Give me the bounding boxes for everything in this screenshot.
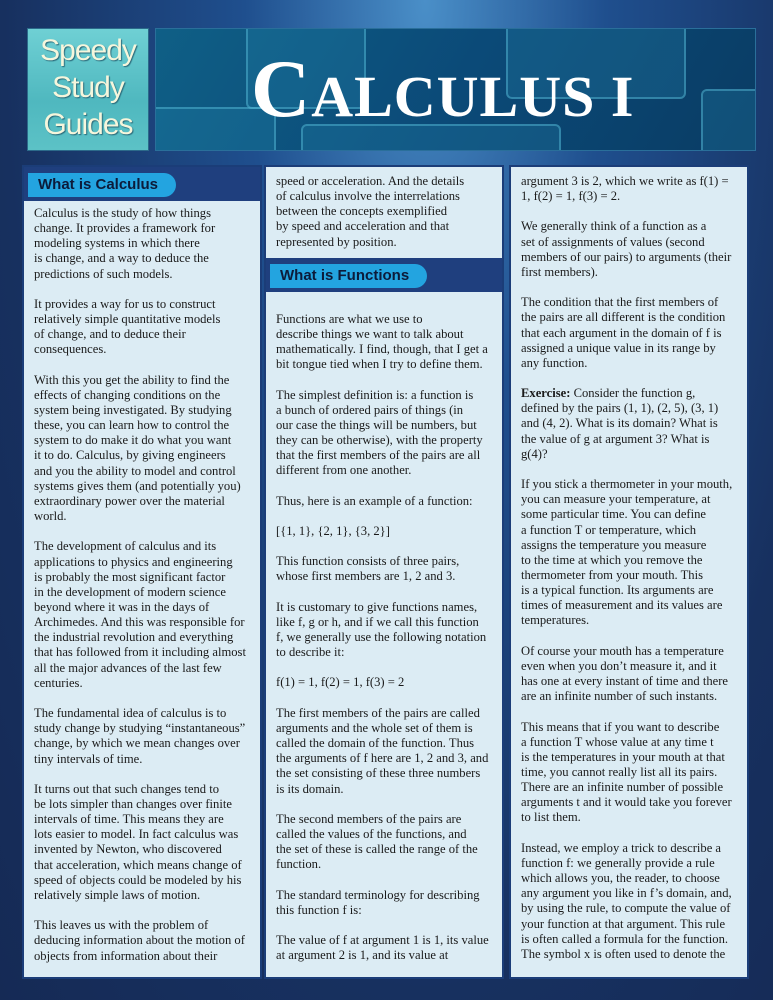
logo-line: Study bbox=[52, 71, 124, 104]
paragraph: With this you get the ability to find the effects of changing conditions on the system being investigated. By studying these, you can learn how to control the system to do make it do what you want it to do. Calculus, by giving engineers and you the ability to model and control systems gives them (and potentially you) extraordinary power over the material world. bbox=[34, 372, 241, 524]
paragraph: Calculus is the study of how things change. It provides a framework for modeling systems in which there is change, and a way to deduce the predictions of such models. bbox=[34, 206, 216, 281]
exercise-paragraph bbox=[521, 386, 737, 462]
paragraph: This means that if you want to describe a function T whose value at any time t is the temperatures in your mouth at that time, you cannot really list all its pairs. There are an infinite number of possible arguments t and it would take you forever to list them. bbox=[521, 719, 732, 825]
paragraph: The second members of the pairs are called the values of the functions, and the set of these is called the range of the function. bbox=[276, 811, 478, 872]
paragraph: If you stick a thermometer in your mouth, you can measure your temperature, at some particular time. You can define a function T or temperature, which assigns the temperature you measure to the time at which you remove the thermometer from your mouth. This is a typical function. Its arguments are times of measurement and its values are temperatures. bbox=[521, 477, 733, 628]
column-what-is-calculus bbox=[22, 165, 262, 979]
paragraph: The simplest definition is: a function is a bunch of ordered pairs of things (in our case the things will be numbers, but they can be otherwise), with the property that the first members of the pairs are all different from one another. bbox=[276, 387, 483, 478]
paragraph: Of course your mouth has a temperature even when you don’t measure it, and it has one at every instant of time and there are an infinite number of such instants. bbox=[521, 643, 729, 704]
paragraph: This leaves us with the problem of deducing information about the motion of objects from information about their bbox=[34, 918, 245, 963]
paragraph: f(1) = 1, f(2) = 1, f(3) = 2 bbox=[276, 675, 405, 690]
paragraph: Thus, here is an example of a function: bbox=[276, 493, 473, 508]
paragraph: It provides a way for us to construct relatively simple quantitative models of change, and to deduce their consequences. bbox=[34, 296, 221, 357]
title-banner bbox=[155, 28, 756, 151]
paragraph: The condition that the first members of the pairs are all different is the condition that each argument in the domain of f is assigned a unique value in its range by any function. bbox=[521, 295, 726, 370]
paragraph: Instead, we employ a trick to describe a function f: we generally provide a rule which allows you, the reader, to choose any argument you like in f’s domain, and, by using the rule, to compute the value of your function at that argument. This rule is often called a formula for the function. The symbol x is often used to denote the bbox=[521, 840, 732, 961]
paragraph: It turns out that such changes tend to be lots simpler than changes over finite intervals of time. This means they are lots easier to model. In fact calculus was invented by Newton, who discovered that acceleration, which means change of speed of objects could be modeled by his relatively simple laws of motion. bbox=[34, 781, 242, 902]
paragraph: Functions are what we use to describe things we want to talk about mathematically. I find, though, that I get a bit tongue tied when I try to define them. bbox=[276, 311, 488, 372]
logo-line: Guides bbox=[43, 108, 133, 141]
speedy-study-guides-logo bbox=[27, 28, 149, 151]
paragraph: We generally think of a function as a set of assignments of values (second members of our pairs) to arguments (their first members). bbox=[521, 219, 732, 279]
paragraph: The development of calculus and its applications to physics and engineering is probably the most significant factor in the development of modern science beyond where it was in the days of Archimedes. And this was responsible for the industrial revolution and everything that has followed from it including almost all the major advances of the last few centuries. bbox=[34, 539, 246, 690]
paragraph: This function consists of three pairs, whose first members are 1, 2 and 3. bbox=[276, 554, 460, 584]
exercise-label: Exercise: bbox=[521, 386, 571, 401]
paragraph: It is customary to give functions names, like f, g or h, and if we call this function f, we generally use the following notation to describe it: bbox=[276, 599, 487, 660]
exercise-text: Consider the function g, defined by the pairs (1, 1), (2, 5), (3, 1) and (4, 2). What is its domain? What is the value of g at argument 3? What is g(4)? bbox=[521, 386, 719, 461]
section-heading: What is Functions bbox=[270, 264, 427, 288]
paragraph: The first members of the pairs are called arguments and the whole set of them is called the domain of the function. Thus the arguments of f here are 1, 2 and 3, and the set consisting of these three numbers is its domain. bbox=[276, 705, 489, 796]
column-functions-continued bbox=[509, 165, 749, 979]
paragraph: The value of f at argument 1 is 1, its value at argument 2 is 1, and its value at bbox=[276, 933, 489, 963]
logo-line: Speedy bbox=[40, 34, 136, 67]
paragraph: [{1, 1}, {2, 1}, {3, 2}] bbox=[276, 523, 390, 538]
column-functions bbox=[264, 165, 504, 979]
paragraph: argument 3 is 2, which we write as f(1) = 1, f(2) = 1, f(3) = 2. bbox=[521, 174, 729, 204]
page-title: CALCULUS I bbox=[251, 43, 635, 134]
paragraph: The fundamental idea of calculus is to study change by studying “instantaneous” change, by which we mean changes over tiny intervals of time. bbox=[34, 706, 246, 766]
section-heading: What is Calculus bbox=[28, 173, 176, 197]
paragraph: The standard terminology for describing this function f is: bbox=[276, 887, 480, 917]
paragraph: speed or acceleration. And the details of calculus involve the interrelations between the concepts exemplified by speed and acceleration and that represented by position. bbox=[276, 174, 465, 249]
